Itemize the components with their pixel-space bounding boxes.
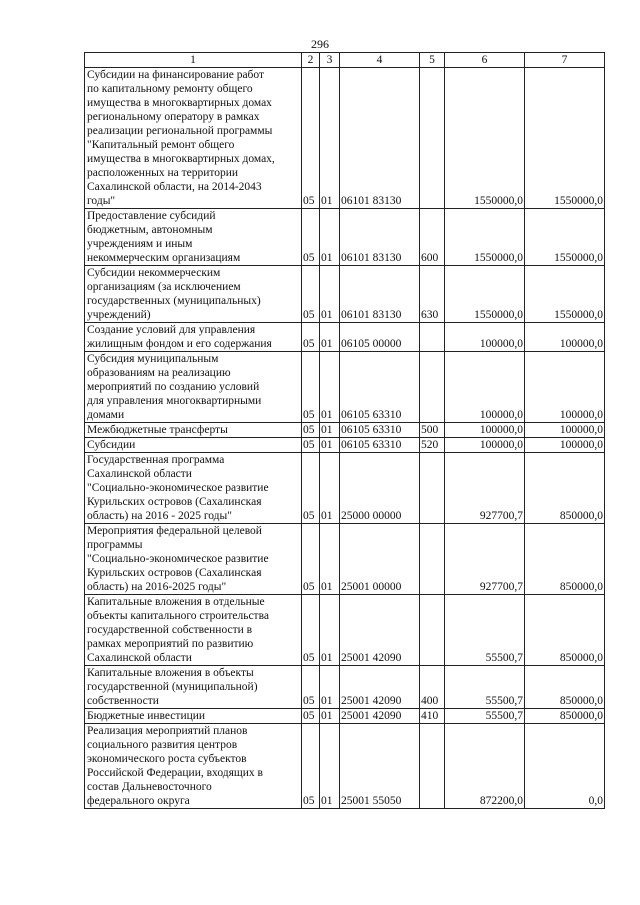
- row-amount-2: 1550000,0: [525, 266, 605, 323]
- column-header-6: 6: [445, 53, 525, 68]
- row-target-item: 25001 42090: [340, 666, 420, 709]
- table-row: [85, 524, 605, 595]
- row-expense-type: [420, 352, 445, 423]
- row-expense-type: [420, 724, 445, 809]
- row-expense-type: [420, 323, 445, 352]
- row-name: Субсидии на финансирование работ по капитальному ремонту общего имущества в многоквартирных домах региональному оператору в рамках реализации региональной программы "Капитальный ремонт общего имущества в многоквартирных домах, расположенных на территории Сахалинской области, на 2014-2043 годы": [85, 68, 302, 209]
- column-header-2: 2: [302, 53, 320, 68]
- row-name: Субсидия муниципальным образованиям на реализацию мероприятий по созданию условий для управления многоквартирными домами: [85, 352, 302, 423]
- row-amount-2: 100000,0: [525, 438, 605, 453]
- row-name: Создание условий для управления жилищным фондом и его содержания: [85, 323, 302, 352]
- row-amount-1: 100000,0: [445, 323, 525, 352]
- row-name: Капитальные вложения в отдельные объекты капитального строительства государственной собственности в рамках мероприятий по развитию Сахалинской области: [85, 595, 302, 666]
- row-subsection: 01: [320, 68, 340, 209]
- row-section: 05: [302, 524, 320, 595]
- row-amount-2: 850000,0: [525, 453, 605, 524]
- row-section: 05: [302, 68, 320, 209]
- row-subsection: 01: [320, 724, 340, 809]
- row-subsection: 01: [320, 595, 340, 666]
- row-amount-2: 850000,0: [525, 709, 605, 724]
- row-amount-1: 100000,0: [445, 352, 525, 423]
- row-subsection: 01: [320, 709, 340, 724]
- table-row: [85, 724, 605, 809]
- row-expense-type: [420, 453, 445, 524]
- row-target-item: 06101 83130: [340, 266, 420, 323]
- row-amount-1: 1550000,0: [445, 68, 525, 209]
- row-target-item: 06101 83130: [340, 68, 420, 209]
- row-amount-2: 850000,0: [525, 595, 605, 666]
- row-name: Субсидии: [85, 438, 302, 453]
- row-section: 05: [302, 595, 320, 666]
- row-expense-type: [420, 68, 445, 209]
- row-section: 05: [302, 323, 320, 352]
- row-amount-1: 55500,7: [445, 666, 525, 709]
- row-target-item: 25001 42090: [340, 595, 420, 666]
- row-subsection: 01: [320, 438, 340, 453]
- row-name: Государственная программа Сахалинской области "Социально-экономическое развитие Курильских островов (Сахалинская область) на 2016 - 2025 годы": [85, 453, 302, 524]
- row-section: 05: [302, 266, 320, 323]
- row-amount-1: 1550000,0: [445, 209, 525, 266]
- table-row: [85, 266, 605, 323]
- row-section: 05: [302, 352, 320, 423]
- row-amount-2: 100000,0: [525, 352, 605, 423]
- row-amount-2: 1550000,0: [525, 68, 605, 209]
- row-amount-2: 850000,0: [525, 666, 605, 709]
- row-subsection: 01: [320, 323, 340, 352]
- table-row: [85, 595, 605, 666]
- row-subsection: 01: [320, 423, 340, 438]
- table-row: [85, 423, 605, 438]
- row-expense-type: 630: [420, 266, 445, 323]
- row-subsection: 01: [320, 209, 340, 266]
- row-target-item: 25000 00000: [340, 453, 420, 524]
- row-amount-1: 1550000,0: [445, 266, 525, 323]
- table-row: [85, 68, 605, 209]
- row-section: 05: [302, 438, 320, 453]
- row-target-item: 25001 00000: [340, 524, 420, 595]
- table-row: [85, 352, 605, 423]
- row-expense-type: 410: [420, 709, 445, 724]
- row-amount-2: 100000,0: [525, 323, 605, 352]
- column-header-7: 7: [525, 53, 605, 68]
- row-section: 05: [302, 423, 320, 438]
- row-subsection: 01: [320, 524, 340, 595]
- row-name: Субсидии некоммерческим организациям (за исключением государственных (муниципальных) учреждений): [85, 266, 302, 323]
- row-section: 05: [302, 666, 320, 709]
- row-name: Бюджетные инвестиции: [85, 709, 302, 724]
- row-amount-1: 872200,0: [445, 724, 525, 809]
- row-amount-1: 55500,7: [445, 595, 525, 666]
- row-amount-2: 1550000,0: [525, 209, 605, 266]
- column-header-3: 3: [320, 53, 340, 68]
- row-subsection: 01: [320, 352, 340, 423]
- table-row: [85, 209, 605, 266]
- table-row: [85, 453, 605, 524]
- table-row: [85, 438, 605, 453]
- row-subsection: 01: [320, 453, 340, 524]
- row-section: 05: [302, 709, 320, 724]
- row-expense-type: [420, 595, 445, 666]
- table-row: [85, 666, 605, 709]
- row-target-item: 06105 63310: [340, 423, 420, 438]
- table-row: [85, 709, 605, 724]
- row-target-item: 06105 63310: [340, 438, 420, 453]
- row-name: Мероприятия федеральной целевой программы "Социально-экономическое развитие Курильских островов (Сахалинская область) на 2016-2025 годы": [85, 524, 302, 595]
- budget-table: [84, 52, 605, 809]
- row-name: Капитальные вложения в объекты государственной (муниципальной) собственности: [85, 666, 302, 709]
- row-target-item: 06101 83130: [340, 209, 420, 266]
- row-target-item: 25001 55050: [340, 724, 420, 809]
- row-amount-1: 100000,0: [445, 423, 525, 438]
- row-amount-2: 100000,0: [525, 423, 605, 438]
- row-amount-1: 100000,0: [445, 438, 525, 453]
- row-section: 05: [302, 724, 320, 809]
- page-number: 296: [311, 37, 329, 51]
- row-amount-1: 927700,7: [445, 524, 525, 595]
- row-subsection: 01: [320, 666, 340, 709]
- row-target-item: 06105 00000: [340, 323, 420, 352]
- column-header-5: 5: [420, 53, 445, 68]
- row-amount-1: 55500,7: [445, 709, 525, 724]
- row-name: Межбюджетные трансферты: [85, 423, 302, 438]
- row-expense-type: 520: [420, 438, 445, 453]
- row-subsection: 01: [320, 266, 340, 323]
- row-expense-type: 600: [420, 209, 445, 266]
- row-section: 05: [302, 209, 320, 266]
- column-header-1: 1: [85, 53, 302, 68]
- column-header-4: 4: [340, 53, 420, 68]
- row-target-item: 06105 63310: [340, 352, 420, 423]
- row-section: 05: [302, 453, 320, 524]
- row-amount-2: 850000,0: [525, 524, 605, 595]
- row-expense-type: 400: [420, 666, 445, 709]
- row-amount-2: 0,0: [525, 724, 605, 809]
- row-expense-type: [420, 524, 445, 595]
- row-target-item: 25001 42090: [340, 709, 420, 724]
- header-row: [85, 53, 605, 68]
- row-name: Предоставление субсидий бюджетным, автономным учреждениям и иным некоммерческим организациям: [85, 209, 302, 266]
- row-name: Реализация мероприятий планов социального развития центров экономического роста субъектов Российской Федерации, входящих в состав Дальневосточного федерального округа: [85, 724, 302, 809]
- row-amount-1: 927700,7: [445, 453, 525, 524]
- row-expense-type: 500: [420, 423, 445, 438]
- table-row: [85, 323, 605, 352]
